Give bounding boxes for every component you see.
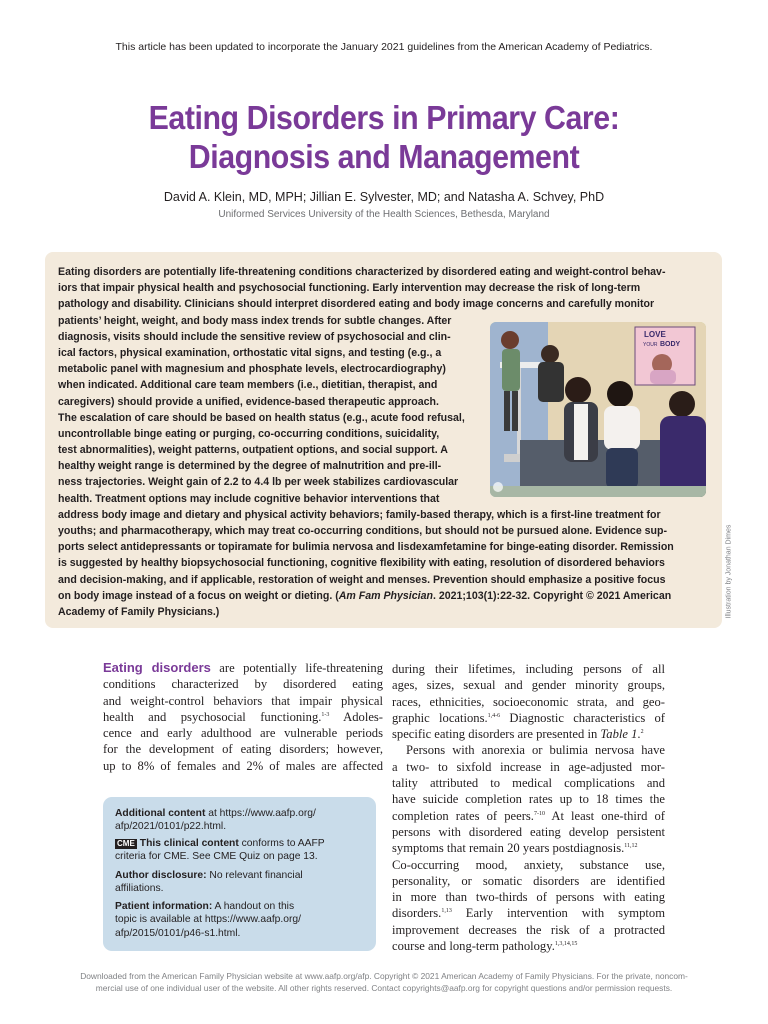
article-info-box	[103, 797, 376, 951]
body-line: personality, or somatic disorders are identified	[392, 873, 665, 888]
body-text: completion rates of peers.	[392, 808, 534, 823]
abstract-box	[45, 252, 722, 628]
update-note: This article has been updated to incorporate the January 2021 guidelines from the American Academy of Pediatrics.	[115, 41, 653, 53]
body-text: course and long-term pathology.	[392, 939, 555, 954]
body-line: conditions characterized by disordered eating	[103, 677, 383, 692]
body-line	[103, 660, 383, 676]
cme-text: criteria for CME. See CME Quiz on page 13.	[115, 851, 318, 863]
patient-info-text: A handout on this	[212, 901, 295, 912]
cme-badge-icon: CME	[117, 839, 135, 848]
affiliation: Uniformed Services University of the Health Sciences, Bethesda, Maryland	[218, 209, 550, 220]
patient-info-link[interactable]: afp/2015/0101/p46-s1.html.	[115, 927, 241, 939]
abstract-line: youths; and pharmacotherapy, which may treat co-occurring conditions, but should not be pursued alone. Evidence sup-	[58, 525, 668, 537]
authors: David A. Klein, MD, MPH; Jillian E. Sylvester, MD; and Natasha A. Schvey, PhD	[163, 190, 605, 204]
body-text: specific eating disorders are presented in	[392, 727, 601, 742]
body-line	[392, 726, 665, 742]
body-text: Adoles-	[329, 709, 383, 724]
body-line	[392, 938, 665, 954]
body-line: ages, sizes, sexual and gender minority groups,	[392, 678, 665, 693]
disclosure-label: Author disclosure:	[115, 870, 207, 881]
abstract-line: healthy weight range is determined by the degree of malnutrition and pre-ill-	[58, 460, 442, 473]
body-line: cence and early adulthood are vulnerable periods	[103, 726, 383, 741]
disclosure-text: affiliations.	[115, 883, 164, 895]
body-line	[392, 905, 665, 921]
abstract-line: Eating disorders are potentially life-threatening conditions characterized by disordered eating and weight-control behav-	[58, 266, 666, 278]
abstract-line: Academy of Family Physicians.)	[58, 605, 220, 618]
additional-content	[115, 807, 367, 834]
abstract-line: caregivers) should provide a unified, evidence-based therapeutic approach.	[58, 395, 439, 408]
cme-notice	[115, 837, 367, 864]
poster-text-body: BODY	[660, 341, 681, 348]
article-title	[68, 98, 701, 176]
body-text: symptoms that remain 20 years postdiagnosis.	[392, 841, 625, 856]
abstract-line: health. Treatment options may include cognitive behavior interventions that	[58, 492, 440, 505]
body-line	[103, 709, 383, 725]
footer-line-1: Downloaded from the American Family Physician website at www.aafp.org/afp. Copyright © 2021 American Academy of Family Physicians. For the private, noncom-	[80, 971, 688, 981]
poster-text-your: YOUR	[643, 342, 658, 348]
body-text: At least one-third of	[544, 808, 665, 823]
cme-text: conforms to AAFP	[238, 838, 325, 849]
reference-superscript: 1-3	[321, 711, 330, 718]
body-column-left	[103, 660, 383, 774]
copyright-footer	[20, 970, 748, 994]
body-line: for the development of eating disorders; however,	[103, 742, 383, 757]
abstract-citation-post: . 2021;103(1):22-32. Copyright © 2021 American	[432, 589, 672, 602]
reference-superscript: 1,3,14,15	[554, 941, 578, 948]
body-line: improvement decreases the risk of a protracted	[392, 922, 665, 937]
author-disclosure	[115, 869, 367, 896]
lead-term: Eating disorders	[103, 660, 211, 675]
footer-line-2: mercial use of one individual user of the website. All other rights reserved. Contact copyrights@aafp.org for copyright questions and/or permission requests.	[95, 983, 673, 993]
abstract-line: when indicated. Additional care team members (i.e., dietitian, therapist, and	[58, 379, 438, 392]
additional-content-link[interactable]: afp/2021/0101/p22.html.	[115, 821, 227, 833]
patient-information	[115, 900, 367, 940]
reference-superscript: 1,13	[441, 908, 452, 915]
abstract-line: pathology and disability. Clinicians should interpret disordered eating and body image concerns and carefully monitor	[58, 298, 655, 311]
reference-superscript: 1,4-6	[487, 712, 501, 719]
body-line: a two- to sixfold increase in age-adjusted mor-	[392, 759, 665, 774]
abstract-line-citation	[58, 588, 710, 604]
body-text: .	[637, 727, 641, 742]
body-line: during their lifetimes, including persons of all	[392, 662, 665, 676]
article-illustration	[490, 322, 706, 497]
disclosure-text: No relevant financial	[206, 870, 303, 881]
body-line: in more than two-thirds of persons with eating	[392, 890, 665, 905]
abstract-line: The escalation of care should be based on health status (e.g., acute food refusal,	[58, 411, 465, 424]
body-line: races, ethnicities, socioeconomic strata, and geo-	[392, 694, 665, 709]
abstract-line: patients’ height, weight, and body mass index trends for subtle changes. After	[58, 314, 452, 327]
body-text: Diagnostic characteristics of	[500, 710, 665, 725]
body-line: persons with disordered eating develop persistent	[392, 824, 665, 839]
body-line: up to 8% of females and 2% of males are affected	[103, 758, 383, 773]
body-text: health and psychosocial functioning.	[103, 709, 322, 724]
title-line-1: Eating Disorders in Primary Care:	[148, 99, 620, 136]
additional-content-label: Additional content	[115, 808, 206, 819]
body-text: graphic locations.	[392, 710, 488, 725]
abstract-line: and decision-making, and if applicable, restoration of weight and menses. Prevention should emphasize a positive focus	[58, 573, 666, 586]
body-line: Co-occurring mood, anxiety, substance use,	[392, 857, 665, 872]
illustration-credit-text: Illustration by Jonathan Dimes	[725, 524, 733, 619]
body-line	[392, 710, 665, 726]
body-line: have suicide completion rates up to 18 times the	[392, 792, 665, 807]
body-line	[392, 840, 665, 856]
body-line	[392, 808, 665, 824]
abstract-line: iors that impair physical health and psychosocial functioning. Early intervention may decrease the risk of long-term	[58, 282, 641, 295]
body-text: Early intervention with symptom	[451, 906, 665, 921]
table-reference: Table 1	[600, 727, 638, 742]
title-line-2: Diagnosis and Management	[188, 138, 580, 175]
reference-superscript: 11,12	[624, 843, 638, 850]
patient-info-label: Patient information:	[115, 901, 213, 912]
body-text: are potentially life-threatening	[210, 661, 383, 675]
body-line: Persons with anorexia or bulimia nervosa have	[406, 743, 665, 758]
abstract-citation-journal: Am Fam Physician	[338, 589, 433, 602]
abstract-line: diagnosis, visits should include the sensitive review of psychosocial and clin-	[58, 330, 451, 343]
poster-text-love: LOVE	[644, 330, 666, 339]
abstract-line: ical factors, physical examination, orthostatic vital signs, and testing (e.g., a	[58, 346, 442, 359]
reference-superscript: 7-10	[533, 810, 545, 817]
illustration-image	[490, 322, 706, 497]
abstract-line: ports select antidepressants or topiramate for bulimia nervosa and lisdexamfetamine for binge-eating disorder. Remission	[58, 541, 674, 554]
body-line: tality attributed to medical complications and	[392, 776, 665, 791]
body-line: and weight-control behaviors that impair physical	[103, 693, 383, 708]
patient-info-text: topic is available at https://www.aafp.org/	[115, 914, 302, 926]
additional-content-text: at https://www.aafp.org/	[205, 808, 316, 819]
abstract-line: address body image and dietary and physical activity behaviors; family-based therapy, which is a first-line treatment for	[58, 508, 661, 521]
cme-label: This clinical content	[139, 838, 239, 849]
abstract-line: test abnormalities), weight patterns, outpatient options, and social support. A	[58, 444, 448, 457]
abstract-line: uncontrollable binge eating or purging, co-occurring conditions, suicidality,	[58, 427, 440, 440]
illustration-credit	[722, 515, 736, 635]
body-text: disorders.	[392, 906, 442, 921]
reference-superscript: 2	[640, 729, 644, 736]
body-column-right	[392, 661, 665, 954]
abstract-citation-pre: on body image instead of a focus on weight or dieting. (	[58, 589, 339, 602]
abstract-line: ness trajectories. Weight gain of 2.2 to 4.4 lb per week stabilizes cardiovascular	[58, 476, 459, 489]
abstract-line: is suggested by healthy biopsychosocial functioning, cognitive flexibility with eating, resolution of disordered behaviors	[58, 557, 665, 570]
abstract-line: metabolic panel with magnesium and phosphate levels, electrocardiography)	[58, 363, 446, 376]
